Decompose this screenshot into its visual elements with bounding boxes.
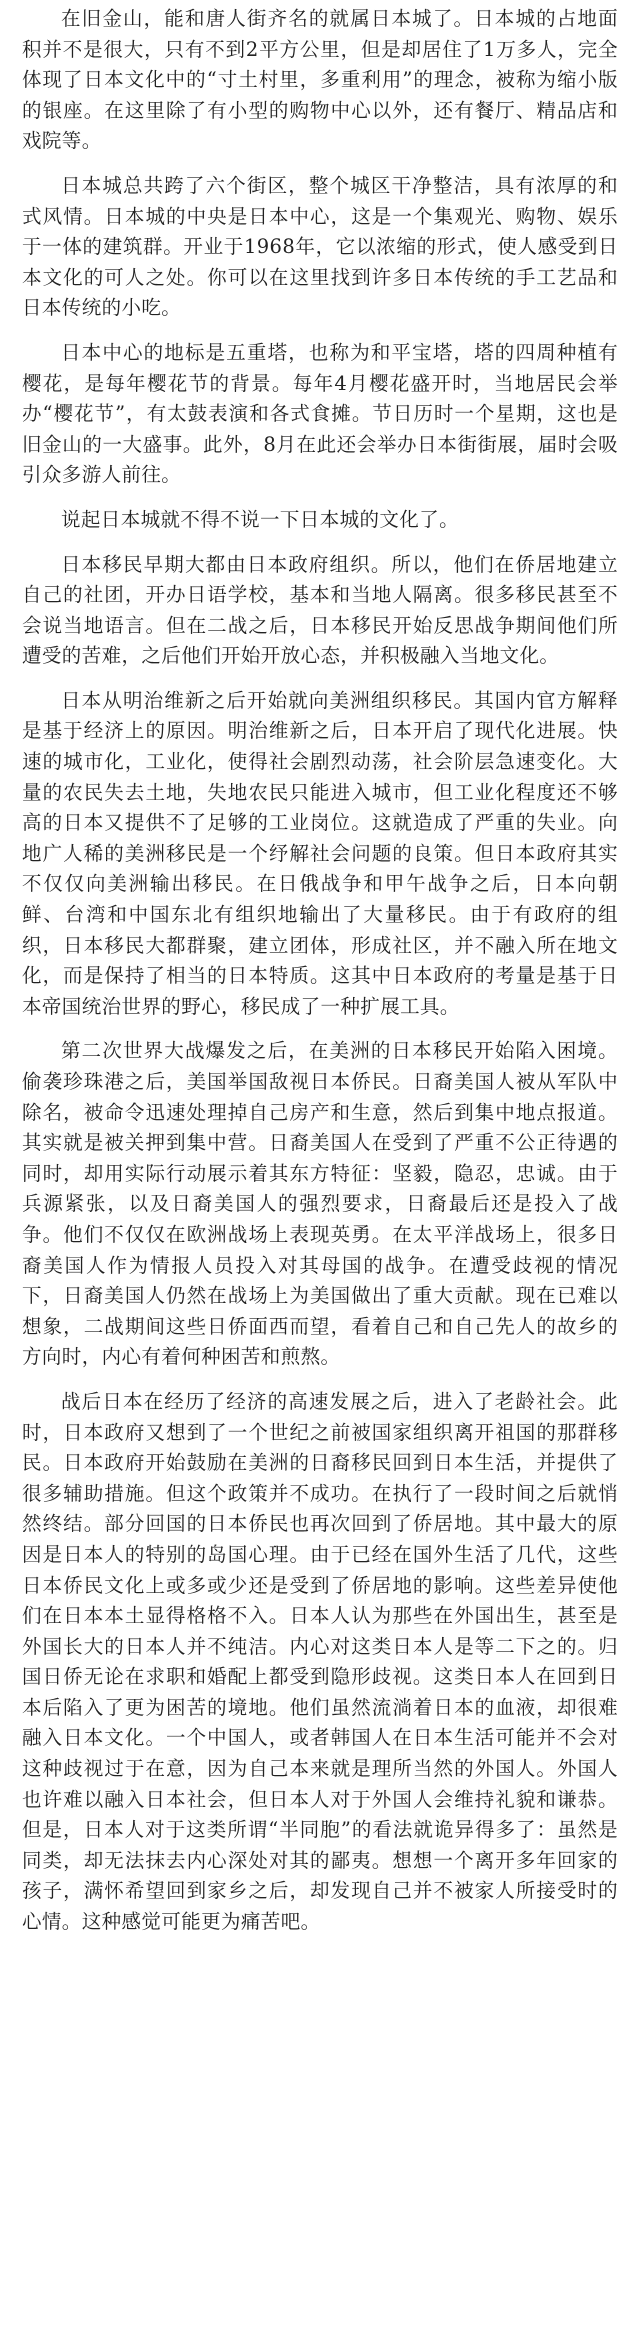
paragraph-japan-center: 日本城总共跨了六个街区，整个城区干净整洁，具有浓厚的和式风情。日本城的中央是日本中心，这是一个集观光、购物、娱乐于一体的建筑群。开业于1968年，它以浓缩的形式，使人感受到日本文化的可人之处。你可以在这里找到许多日本传统的手工艺品和日本传统的小吃。	[22, 173, 618, 320]
paragraph-early-immigrants: 日本移民早期大都由日本政府组织。所以，他们在侨居地建立自己的社团，开办日语学校，基本和当地人隔离。很多移民甚至不会说当地语言。但在二战之后，日本移民开始反思战争期间他们所遭受的苦难，之后他们开始开放心态，并积极融入当地文化。	[22, 552, 618, 668]
paragraph-japantown-intro: 在旧金山，能和唐人街齐名的就属日本城了。日本城的占地面积并不是很大，只有不到2平方公里，但是却居住了1万多人，完全体现了日本文化中的“寸土村里，多重利用”的理念，被称为缩小版的银座。在这里除了有小型的购物中心以外，还有餐厅、精品店和戏院等。	[22, 7, 618, 153]
paragraph-culture-intro: 说起日本城就不得不说一下日本城的文化了。	[61, 507, 460, 531]
paragraph-peace-pagoda: 日本中心的地标是五重塔，也称为和平宝塔，塔的四周种植有樱花，是每年樱花节的背景。每年4月樱花盛开时，当地居民会举办“樱花节”，有太鼓表演和各式食摊。节日历时一个星期，这也是旧金山的一大盛事。此外，8月在此还会举办日本街街展，届时会吸引众多游人前往。	[22, 340, 618, 487]
paragraph-postwar-return: 战后日本在经历了经济的高速发展之后，进入了老龄社会。此时，日本政府又想到了一个世纪之前被国家组织离开祖国的那群移民。日本政府开始鼓励在美洲的日裔移民回到日本生活，并提供了很多辅助措施。但这个政策并不成功。在执行了一段时间之后就悄然终结。部分回国的日本侨民也再次回到了侨居地。其中最大的原因是日本人的特别的岛国心理。由于已经在国外生活了几代，这些日本侨民文化上或多或少还是受到了侨居地的影响。这些差异使他们在日本本土显得格格不入。日本人认为那些在外国出生，甚至是外国长大的日本人并不纯洁。内心对这类日本人是等二下之的。归国日侨无论在求职和婚配上都受到隐形歧视。这类日本人在回到日本后陷入了更为困苦的境地。他们虽然流淌着日本的血液，却很难融入日本文化。一个中国人，或者韩国人在日本生活可能并不会对这种歧视过于在意，因为自己本来就是理所当然的外国人。外国人也许难以融入日本社会，但日本人对于外国人会维持礼貌和谦恭。但是，日本人对于这类所谓“半同胞”的看法就诡异得多了：虽然是同类，却无法抹去内心深处对其的鄙夷。想想一个离开多年回家的孩子，满怀希望回到家乡之后，却发现自己并不被家人所接受时的心情。这种感觉可能更为痛苦吧。	[22, 1389, 618, 1934]
paragraph-meiji-emigration: 日本从明治维新之后开始就向美洲组织移民。其国内官方解释是基于经济上的原因。明治维新之后，日本开启了现代化进展。快速的城市化，工业化，使得社会剧烈动荡，社会阶层急速变化。大量的农民失去土地，失地农民只能进入城市，但工业化程度还不够高的日本又提供不了足够的工业岗位。这就造成了严重的失业。向地广人稀的美洲移民是一个纾解社会问题的良策。但日本政府其实不仅仅向美洲输出移民。在日俄战争和甲午战争之后，日本向朝鲜、台湾和中国东北有组织地输出了大量移民。由于有政府的组织，日本移民大都群聚，建立团体，形成社区，并不融入所在地文化，而是保持了相当的日本特质。这其中日本政府的考量是基于日本帝国统治世界的野心，移民成了一种扩展工具。	[22, 688, 618, 1018]
paragraph-wwii: 第二次世界大战爆发之后，在美洲的日本移民开始陷入困境。偷袭珍珠港之后，美国举国敌视日本侨民。日裔美国人被从军队中除名，被命令迅速处理掉自己房产和生意，然后到集中地点报道。其实就是被关押到集中营。日裔美国人在受到了严重不公正待遇的同时，却用实际行动展示着其东方特征：坚毅，隐忍，忠诚。由于兵源紧张，以及日裔美国人的强烈要求，日裔最后还是投入了战争。他们不仅仅在欧洲战场上表现英勇。在太平洋战场上，很多日裔美国人作为情报人员投入对其母国的战争。在遭受歧视的情况下，日裔美国人仍然在战场上为美国做出了重大贡献。现在已难以想象，二战期间这些日侨面西而望，看着自己和自己先人的故乡的方向时，内心有着何种困苦和煎熬。	[22, 1039, 618, 1369]
